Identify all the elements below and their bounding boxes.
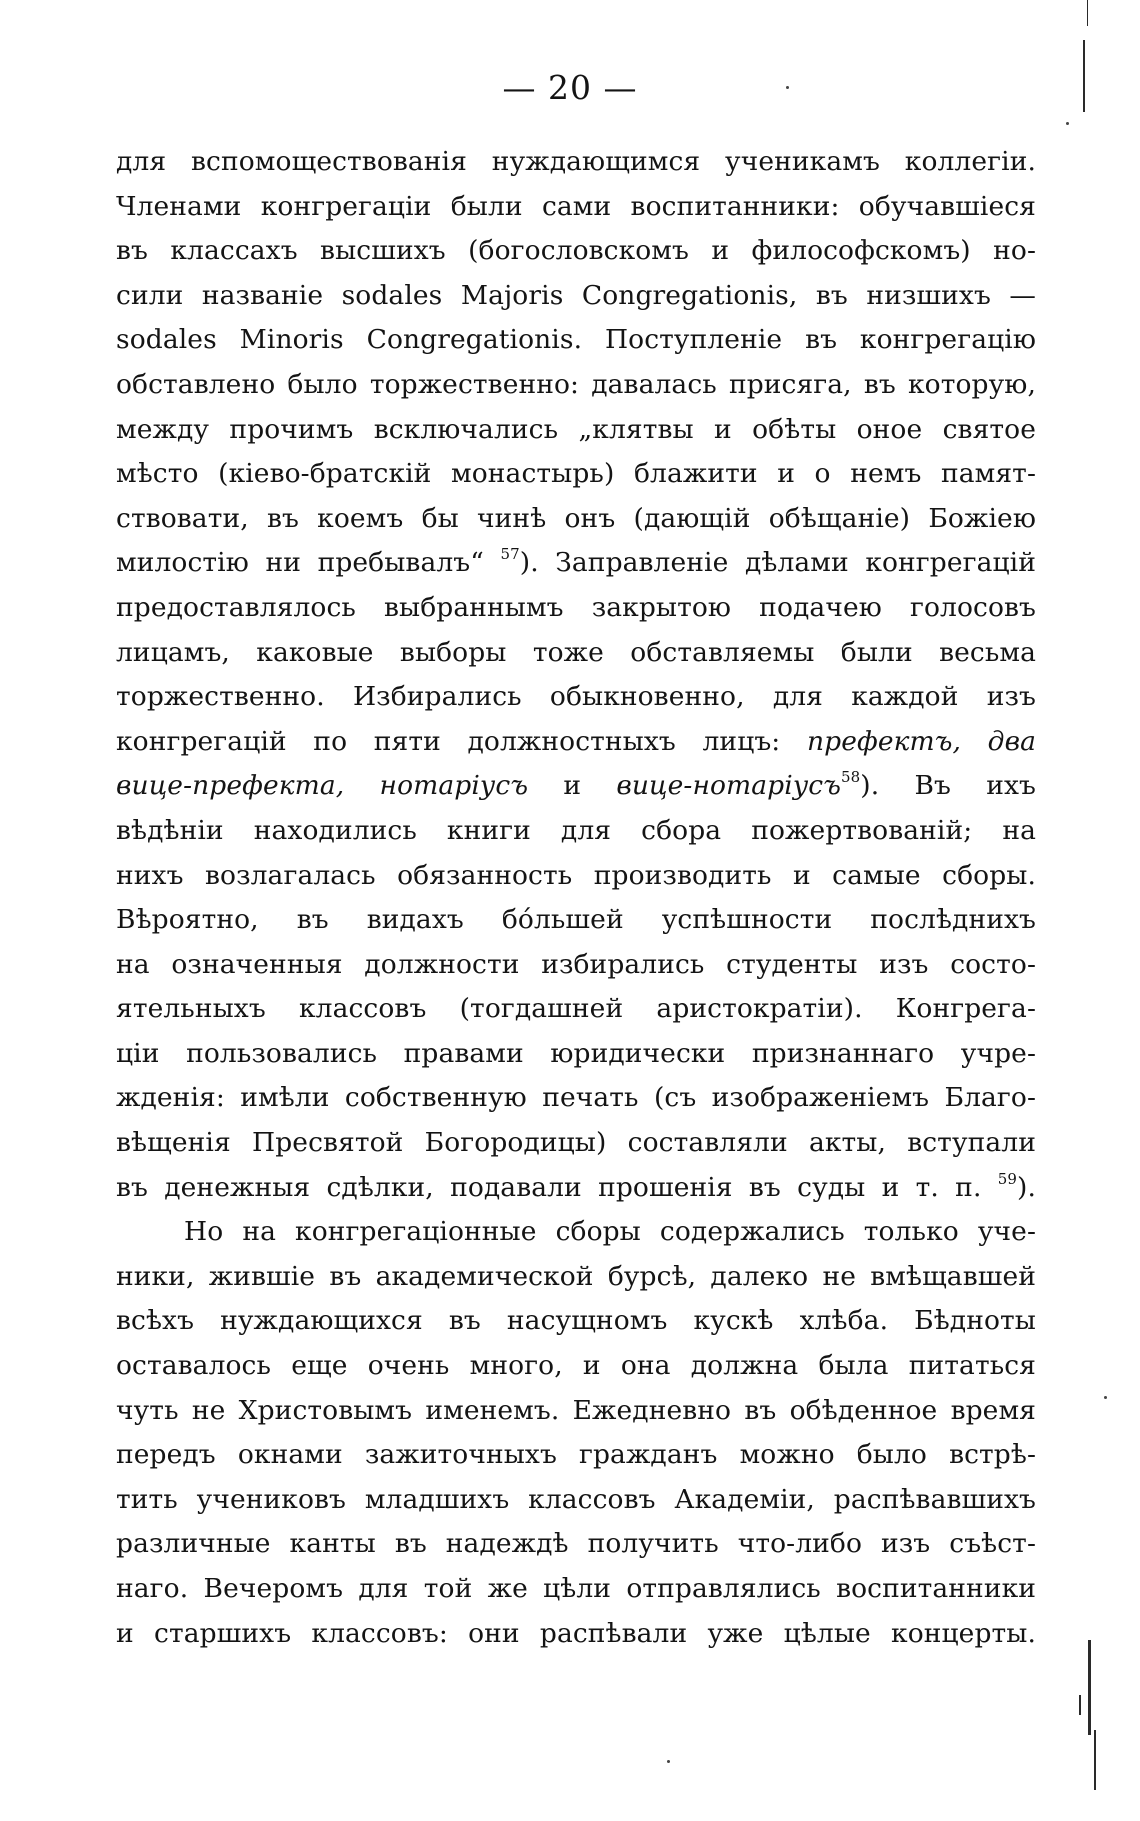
text-segment: мѣсто (кіево-братскій монастырь) блажити и о немъ памят- xyxy=(116,458,1036,490)
text-segment: наго. Вечеромъ для той же цѣли отправлялись воспитанники xyxy=(116,1573,1036,1604)
text-segment: на означенныя должности избирались студенты изъ состо- xyxy=(116,948,1036,980)
text-line xyxy=(116,1612,1036,1657)
text-segment: оставалось еще очень много, и она должна была питаться xyxy=(116,1350,1036,1382)
text-segment: для вспомоществованія нуждающимся ученикамъ коллегіи. xyxy=(116,146,1036,177)
text-line xyxy=(116,229,1036,274)
text-segment: префектъ, два xyxy=(806,725,1036,757)
text-segment: обставлено было торжественно: давалась присяга, въ которую, xyxy=(116,368,1036,400)
text-segment: вице-нотаріусъ xyxy=(616,770,841,802)
body-text xyxy=(116,140,1036,1656)
text-line xyxy=(116,1389,1036,1434)
scan-edge-mark xyxy=(1083,40,1085,112)
text-line xyxy=(116,631,1036,676)
text-segment: чуть не Христовымъ именемъ. Ежедневно въ обѣденное время xyxy=(116,1394,1036,1426)
text-line xyxy=(116,1166,1036,1211)
text-line xyxy=(116,452,1036,497)
text-segment: Вѣроятно, въ видахъ бóльшей успѣшности послѣднихъ xyxy=(116,904,1036,936)
text-segment: между прочимъ всключались „клятвы и обѣты оное святое xyxy=(116,413,1036,445)
text-line xyxy=(116,675,1036,720)
text-line xyxy=(116,720,1036,765)
scan-speck xyxy=(1066,122,1069,125)
text-line xyxy=(116,586,1036,631)
text-segment: въ денежныя сдѣлки, подавали прошенія въ суды и т. п. xyxy=(116,1171,998,1203)
text-line xyxy=(116,1255,1036,1300)
text-segment: Но на конгрегаціонные сборы содержались только уче- xyxy=(184,1216,1036,1248)
page-number: — 20 — xyxy=(502,68,638,107)
text-line xyxy=(116,1522,1036,1567)
text-line xyxy=(116,854,1036,899)
scan-edge-mark xyxy=(1088,1640,1091,1735)
text-line xyxy=(116,1076,1036,1121)
footnote-ref: 58 xyxy=(841,768,861,787)
text-line xyxy=(116,987,1036,1032)
text-line xyxy=(116,363,1036,408)
text-line xyxy=(116,1299,1036,1344)
text-segment: ствовати, въ коемъ бы чинѣ онъ (дающій обѣщаніе) Божіею xyxy=(116,502,1036,534)
text-line xyxy=(116,809,1036,854)
text-segment: милостію ни пребывалъ“ xyxy=(116,547,501,579)
scan-speck xyxy=(1104,1396,1107,1399)
text-line xyxy=(116,274,1036,319)
text-segment: жденія: имѣли собственную печать (съ изображеніемъ Благо- xyxy=(116,1082,1036,1114)
text-segment: ). xyxy=(1017,1171,1036,1203)
text-segment: въ классахъ высшихъ (богословскомъ и философскомъ) но- xyxy=(116,235,1036,267)
text-line xyxy=(116,185,1036,230)
text-line xyxy=(116,943,1036,988)
text-segment: sodales Minoris Congregationis. Поступленіе въ конгрегацію xyxy=(116,324,1036,356)
text-line xyxy=(116,1210,1036,1255)
text-segment: и старшихъ классовъ: они распѣвали уже цѣлые концерты. xyxy=(116,1617,1036,1649)
text-segment: ціи пользовались правами юридически признаннаго учре- xyxy=(116,1037,1036,1069)
text-segment: передъ окнами зажиточныхъ гражданъ можно было встрѣ- xyxy=(116,1439,1036,1471)
scan-speck xyxy=(786,86,789,89)
text-line xyxy=(116,318,1036,363)
text-line xyxy=(116,140,1036,185)
footnote-ref: 57 xyxy=(500,545,520,564)
text-segment: всѣхъ нуждающихся въ насущномъ кускѣ хлѣба. Бѣдноты xyxy=(116,1305,1036,1337)
text-segment: ). Въ ихъ xyxy=(860,770,1037,802)
text-segment: сили названіе sodales Majoris Congregationis, въ низшихъ — xyxy=(116,279,1036,311)
scan-edge-mark xyxy=(1087,0,1088,26)
text-segment: конгрегацій по пяти должностныхъ лицъ: xyxy=(116,725,807,757)
text-line xyxy=(116,497,1036,542)
text-segment: ятельныхъ классовъ (тогдашней аристократіи). Конгрега- xyxy=(116,993,1036,1025)
text-line xyxy=(116,1567,1036,1612)
text-line xyxy=(116,1478,1036,1523)
text-segment: ). Заправленіе дѣлами конгрегацій xyxy=(519,547,1036,579)
text-segment: вице-префекта, нотаріусъ xyxy=(116,770,529,802)
text-line xyxy=(116,1344,1036,1389)
text-segment: ники, жившіе въ академической бурсѣ, далеко не вмѣщавшей xyxy=(116,1260,1036,1292)
scan-speck xyxy=(667,1760,670,1763)
text-segment: вѣщенія Пресвятой Богородицы) составляли акты, вступали xyxy=(116,1127,1036,1159)
text-segment: различные канты въ надеждѣ получить что-либо изъ съѣст- xyxy=(116,1528,1036,1560)
text-segment: тить учениковъ младшихъ классовъ Академіи, распѣвавшихъ xyxy=(116,1483,1036,1515)
text-segment: лицамъ, каковые выборы тоже обставляемы были весьма xyxy=(116,636,1036,668)
text-segment: и xyxy=(528,770,617,802)
scan-edge-mark xyxy=(1094,1730,1096,1790)
text-line xyxy=(116,764,1036,809)
text-line xyxy=(116,898,1036,943)
text-segment: нихъ возлагалась обязанность производить и самые сборы. xyxy=(116,859,1036,891)
text-segment: предоставлялось выбраннымъ закрытою подачею голосовъ xyxy=(116,591,1036,623)
text-line xyxy=(116,1121,1036,1166)
text-line xyxy=(116,1032,1036,1077)
text-line xyxy=(116,408,1036,453)
text-segment: вѣдѣніи находились книги для сбора пожертвованій; на xyxy=(116,814,1036,846)
scan-edge-mark xyxy=(1079,1695,1081,1715)
text-line xyxy=(116,541,1036,586)
text-segment: торжественно. Избирались обыкновенно, для каждой изъ xyxy=(116,681,1036,713)
footnote-ref: 59 xyxy=(997,1169,1018,1188)
text-segment: Членами конгрегаціи были сами воспитанники: обучавшіеся xyxy=(116,190,1036,222)
text-line xyxy=(116,1433,1036,1478)
